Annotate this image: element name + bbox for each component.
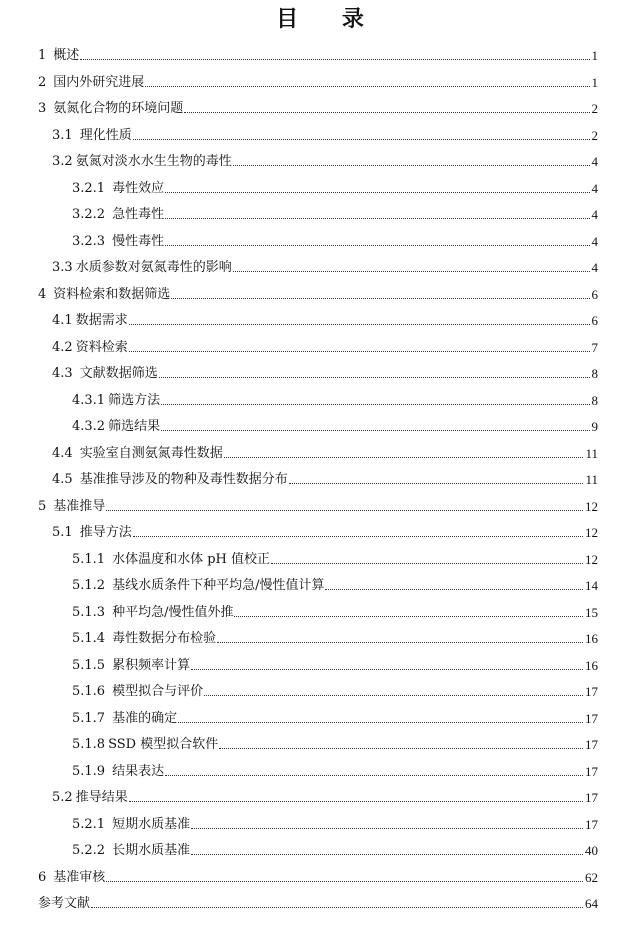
toc-entry-4[interactable]	[38, 284, 598, 304]
toc-entry-5-1-9[interactable]	[72, 761, 598, 781]
toc-entry-label: 数据需求	[75, 313, 128, 328]
toc-entry-page: 17	[585, 790, 598, 805]
toc-entry-6[interactable]	[38, 867, 598, 887]
toc-entry-5-2-1[interactable]	[72, 814, 598, 834]
toc-entry-label: 长期水质基准	[112, 843, 191, 858]
dot-leader	[289, 482, 584, 484]
toc-entry-label: 国内外研究进展	[53, 75, 145, 90]
toc-entry-label: 水质参数对氨氮毒性的影响	[75, 260, 232, 275]
toc-entry-5-2-2[interactable]	[72, 840, 598, 860]
toc-entry-number: 5.1.6	[72, 684, 106, 699]
toc-entry-number: 3.2.2	[72, 207, 106, 222]
toc-entry-5[interactable]	[38, 496, 598, 516]
toc-entry-references[interactable]	[38, 893, 598, 913]
toc-entry-number: 5.1.3	[72, 605, 106, 620]
dot-leader	[159, 376, 590, 378]
toc-entry-number: 4	[38, 287, 47, 302]
toc-entry-label: 模型拟合与评价	[112, 684, 204, 699]
dot-leader	[165, 774, 583, 776]
toc-entry-page: 8	[591, 366, 598, 381]
toc-entry-5-2[interactable]	[52, 787, 598, 807]
document-title: 目 录	[276, 6, 382, 32]
toc-entry-label: 实验室自测氨氮毒性数据	[79, 446, 223, 461]
toc-entry-page: 4	[591, 154, 598, 169]
toc-entry-number: 6	[38, 870, 47, 885]
toc-entry-page: 17	[585, 737, 598, 752]
toc-entry-page: 17	[585, 817, 598, 832]
toc-entry-label: 短期水质基准	[112, 817, 191, 832]
toc-entry-number: 5.1.8	[72, 737, 106, 752]
toc-entry-4-4[interactable]	[52, 443, 598, 463]
toc-entry-number: 4.3.2	[72, 419, 106, 434]
dot-leader	[145, 85, 589, 87]
toc-entry-2[interactable]	[38, 72, 598, 92]
dot-leader	[106, 880, 583, 882]
toc-entry-4-1[interactable]	[52, 310, 598, 330]
toc-entry-3-2-3[interactable]	[72, 231, 598, 251]
toc-entry-label: 推导方法	[79, 525, 132, 540]
toc-entry-page: 1	[591, 48, 598, 63]
toc-entry-3-2-2[interactable]	[72, 204, 598, 224]
dot-leader	[129, 800, 583, 802]
toc-entry-3[interactable]	[38, 98, 598, 118]
toc-entry-number: 2	[38, 75, 47, 90]
toc-entry-label: SSD 模型拟合软件	[108, 737, 219, 752]
toc-entry-page: 12	[585, 552, 598, 567]
toc-entry-page: 9	[591, 419, 598, 434]
toc-entry-number: 5.1.1	[72, 552, 106, 567]
dot-leader	[217, 641, 583, 643]
dot-leader	[165, 217, 589, 219]
toc-entry-number: 3.2.1	[72, 181, 106, 196]
toc-entry-number: 5.1.7	[72, 711, 106, 726]
toc-entry-label: 文献数据筛选	[79, 366, 158, 381]
toc-entry-number: 3	[38, 101, 47, 116]
dot-leader	[91, 906, 583, 908]
dot-leader	[234, 615, 583, 617]
toc-entry-5-1-4[interactable]	[72, 628, 598, 648]
toc-entry-number: 4.2	[52, 340, 73, 355]
toc-entry-4-5[interactable]	[52, 469, 598, 489]
dot-leader	[224, 456, 584, 458]
toc-entry-page: 64	[585, 896, 598, 911]
toc-entry-label: 参考文献	[38, 896, 91, 911]
toc-entry-5-1-3[interactable]	[72, 602, 598, 622]
toc-entry-page: 16	[585, 658, 598, 673]
toc-entry-page: 11	[585, 472, 598, 487]
dot-leader	[161, 429, 589, 431]
toc-entry-number: 5.1	[52, 525, 73, 540]
toc-entry-label: 筛选结果	[108, 419, 161, 434]
toc-entry-number: 5.1.5	[72, 658, 106, 673]
dot-leader	[106, 509, 583, 511]
dot-leader	[191, 853, 583, 855]
dot-leader	[129, 350, 590, 352]
toc-entry-page: 12	[585, 525, 598, 540]
toc-entry-page: 4	[591, 207, 598, 222]
dot-leader	[171, 297, 589, 299]
toc-entry-number: 5.2.1	[72, 817, 106, 832]
toc-entry-label: 毒性效应	[112, 181, 165, 196]
toc-entry-label: 毒性数据分布检验	[112, 631, 217, 646]
toc-entry-number: 5.1.4	[72, 631, 106, 646]
toc-entry-number: 5.1.2	[72, 578, 106, 593]
toc-entry-page: 2	[591, 128, 598, 143]
dot-leader	[233, 270, 590, 272]
dot-leader	[271, 562, 583, 564]
toc-entry-label: 水体温度和水体 pH 值校正	[112, 552, 271, 567]
toc-entry-label: 筛选方法	[108, 393, 161, 408]
toc-entry-label: 种平均急/慢性值外推	[112, 605, 234, 620]
toc-entry-page: 7	[591, 340, 598, 355]
toc-entry-number: 3.3	[52, 260, 73, 275]
toc-entry-number: 5	[38, 499, 47, 514]
toc-entry-3-2[interactable]	[52, 151, 598, 171]
toc-entry-4-3-1[interactable]	[72, 390, 598, 410]
toc-entry-1[interactable]	[38, 45, 598, 65]
toc-entry-page: 6	[591, 287, 598, 302]
toc-entry-page: 62	[585, 870, 598, 885]
toc-entry-number: 4.5	[52, 472, 73, 487]
toc-entry-label: 结果表达	[112, 764, 165, 779]
dot-leader	[133, 138, 590, 140]
toc-entry-4-3[interactable]	[52, 363, 598, 383]
toc-entry-number: 5.2.2	[72, 843, 106, 858]
toc-entry-number: 4.3.1	[72, 393, 106, 408]
toc-entry-label: 基准审核	[53, 870, 106, 885]
toc-entry-number: 4.1	[52, 313, 73, 328]
toc-entry-number: 3.2.3	[72, 234, 106, 249]
dot-leader	[204, 694, 583, 696]
toc-entry-label: 资料检索	[75, 340, 128, 355]
dot-leader	[325, 588, 583, 590]
toc-entry-page: 4	[591, 181, 598, 196]
toc-entry-3-1[interactable]	[52, 125, 598, 145]
toc-entry-page: 11	[585, 446, 598, 461]
toc-entry-page: 8	[591, 393, 598, 408]
toc-entry-label: 基线水质条件下种平均急/慢性值计算	[112, 578, 325, 593]
toc-entry-page: 4	[591, 260, 598, 275]
toc-entry-5-1-2[interactable]	[72, 575, 598, 595]
toc-entry-label: 理化性质	[79, 128, 132, 143]
toc-entry-label: 慢性毒性	[112, 234, 165, 249]
toc-entry-page: 1	[591, 75, 598, 90]
toc-entry-number: 4.3	[52, 366, 73, 381]
dot-leader	[191, 827, 583, 829]
dot-leader	[129, 323, 590, 325]
toc-entry-page: 17	[585, 711, 598, 726]
toc-entry-number: 4.4	[52, 446, 73, 461]
toc-entry-label: 氨氮对淡水水生生物的毒性	[75, 154, 232, 169]
toc-entry-page: 40	[585, 843, 598, 858]
dot-leader	[184, 111, 589, 113]
dot-leader	[191, 668, 583, 670]
toc-entry-label: 基准的确定	[112, 711, 178, 726]
toc-entry-4-2[interactable]	[52, 337, 598, 357]
toc-entry-5-1-5[interactable]	[72, 655, 598, 675]
toc-entry-label: 基准推导	[53, 499, 106, 514]
dot-leader	[178, 721, 583, 723]
dot-leader	[165, 191, 589, 193]
toc-entry-page: 12	[585, 499, 598, 514]
toc-entry-label: 急性毒性	[112, 207, 165, 222]
toc-entry-3-2-1[interactable]	[72, 178, 598, 198]
dot-leader	[133, 535, 583, 537]
toc-entry-label: 基准推导涉及的物种及毒性数据分布	[79, 472, 288, 487]
dot-leader	[165, 244, 589, 246]
toc-entry-5-1-8[interactable]	[72, 734, 598, 754]
toc-entry-number: 3.1	[52, 128, 73, 143]
toc-entry-number: 5.2	[52, 790, 73, 805]
dot-leader	[219, 747, 583, 749]
toc-entry-5-1-1[interactable]	[72, 549, 598, 569]
toc-entry-page: 15	[585, 605, 598, 620]
toc-entry-page: 17	[585, 764, 598, 779]
toc-entry-page: 16	[585, 631, 598, 646]
toc-entry-3-3[interactable]	[52, 257, 598, 277]
dot-leader	[80, 58, 589, 60]
toc-entry-5-1-7[interactable]	[72, 708, 598, 728]
toc-entry-label: 推导结果	[75, 790, 128, 805]
toc-entry-5-1[interactable]	[52, 522, 598, 542]
toc-entry-page: 17	[585, 684, 598, 699]
toc-entry-label: 氨氮化合物的环境问题	[53, 101, 184, 116]
dot-leader	[161, 403, 589, 405]
toc-entry-number: 1	[38, 48, 47, 63]
toc-entry-5-1-6[interactable]	[72, 681, 598, 701]
toc-entry-4-3-2[interactable]	[72, 416, 598, 436]
toc-entry-number: 5.1.9	[72, 764, 106, 779]
toc-entry-page: 4	[591, 234, 598, 249]
toc-entry-label: 累积频率计算	[112, 658, 191, 673]
toc-entry-number: 3.2	[52, 154, 73, 169]
toc-entry-page: 2	[591, 101, 598, 116]
toc-entry-page: 14	[585, 578, 598, 593]
dot-leader	[233, 164, 590, 166]
toc-entry-page: 6	[591, 313, 598, 328]
toc-entry-label: 资料检索和数据筛选	[53, 287, 171, 302]
toc-entry-label: 概述	[53, 48, 80, 63]
